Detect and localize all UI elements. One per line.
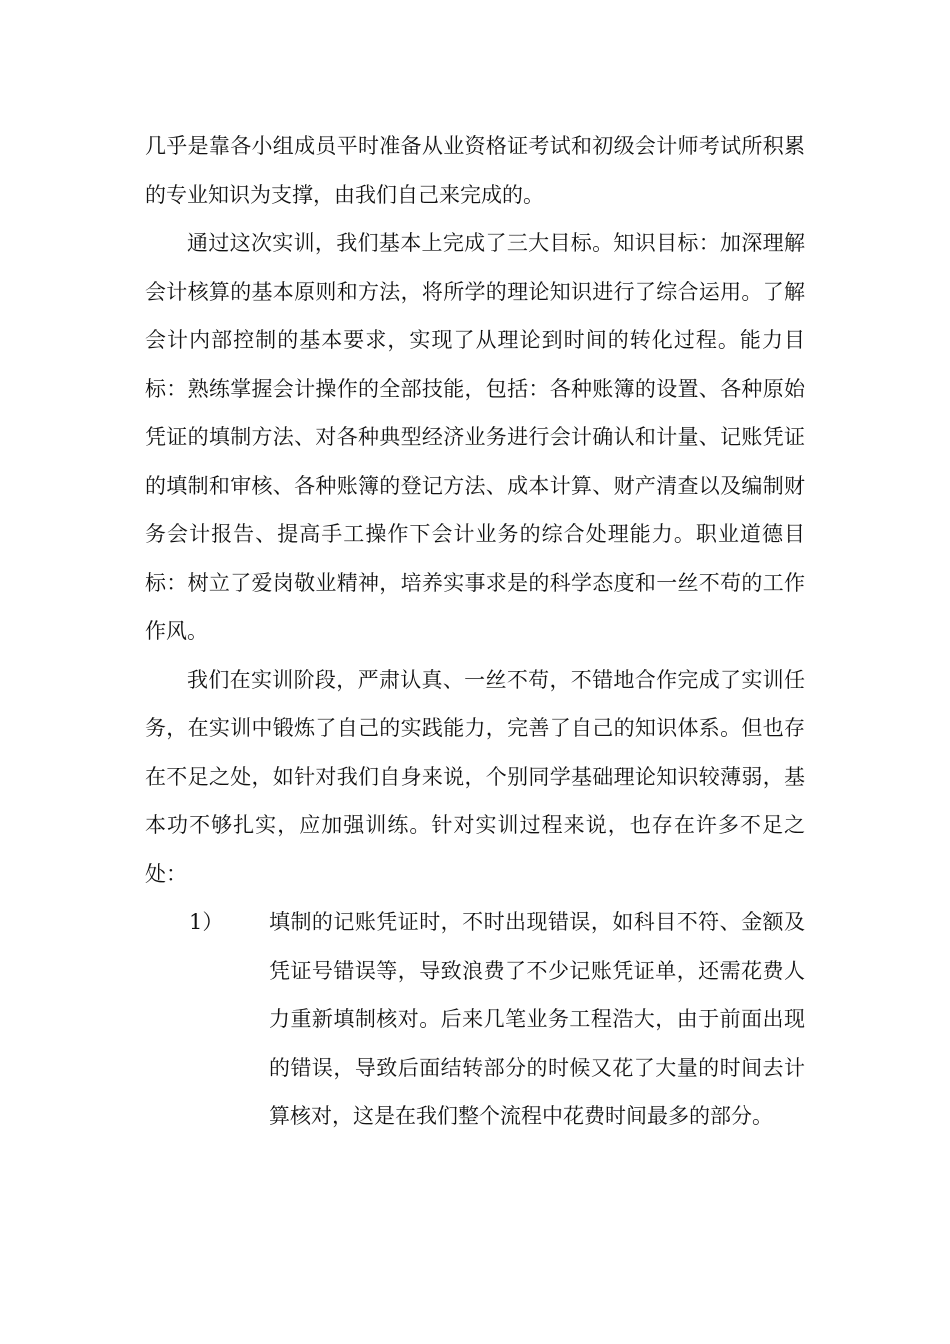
paragraph-shortcomings: 我们在实训阶段，严肃认真、一丝不苟，不错地合作完成了实训任务，在实训中锻炼了自己的实践能力，完善了自己的知识体系。但也存在不足之处，如针对我们自身来说，个别同学基础理论知识较薄弱，基本功不够扎实，应加强训练。针对实训过程来说，也存在许多不足之处： — [145, 667, 805, 886]
paragraph-continuation: 几乎是靠各小组成员平时准备从业资格证考试和初级会计师考试所积累的专业知识为支撑，由我们自己来完成的。 — [145, 134, 805, 207]
list-item — [145, 898, 805, 1141]
list-marker: 1） — [189, 910, 224, 934]
document-body — [145, 122, 805, 1141]
paragraph-goals: 通过这次实训，我们基本上完成了三大目标。知识目标：加深理解会计核算的基本原则和方法，将所学的理论知识进行了综合运用。了解会计内部控制的基本要求，实现了从理论到时间的转化过程。能力目标：熟练掌握会计操作的全部技能，包括：各种账簿的设置、各种原始凭证的填制方法、对各种典型经济业务进行会计确认和计量、记账凭证的填制和审核、各种账簿的登记方法、成本计算、财产清查以及编制财务会计报告、提高手工操作下会计业务的综合处理能力。职业道德目标：树立了爱岗敬业精神，培养实事求是的科学态度和一丝不苟的工作作风。 — [145, 231, 805, 643]
list-item-text: 填制的记账凭证时，不时出现错误，如科目不符、金额及凭证号错误等，导致浪费了不少记账凭证单，还需花费人力重新填制核对。后来几笔业务工程浩大，由于前面出现的错误，导致后面结转部分的时候又花了大量的时间去计算核对，这是在我们整个流程中花费时间最多的部分。 — [269, 910, 805, 1128]
